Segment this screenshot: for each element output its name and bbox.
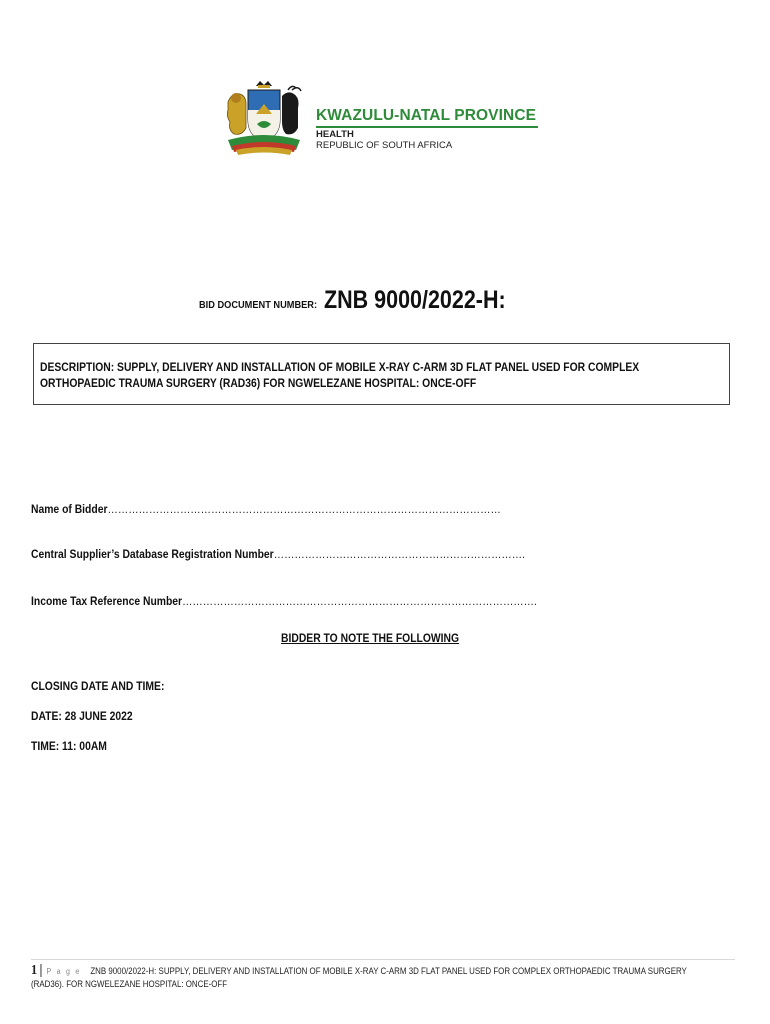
csd-number-field <box>31 549 525 561</box>
description-box <box>33 343 730 405</box>
description-line-1: DESCRIPTION: SUPPLY, DELIVERY AND INSTALLATION OF MOBILE X-RAY C-ARM 3D FLAT PANEL USED FOR COMPLEX <box>40 362 640 374</box>
tax-reference-blank: …………………………………………………………………………………………. <box>182 596 537 608</box>
closing-heading: CLOSING DATE AND TIME: <box>31 681 165 693</box>
csd-number-blank: ………………………………………………………………. <box>273 549 526 561</box>
page-number: 1 <box>31 963 38 978</box>
footer-text: ZNB 9000/2022-H: SUPPLY, DELIVERY AND INSTALLATION OF MOBILE X-RAY C-ARM 3D FLAT PANEL USED FOR COMPLEX ORTHOPAEDIC TRAUMA SURGERY (RAD36). FOR NGWELEZANE HOSPITAL: ONCE-OFF <box>31 966 687 989</box>
coat-of-arms-icon <box>222 80 306 156</box>
logo-province-name: KWAZULU-NATAL PROVINCE <box>316 107 537 124</box>
tax-reference-field <box>31 596 537 608</box>
description-line-2: ORTHOPAEDIC TRAUMA SURGERY (RAD36) FOR NGWELEZANE HOSPITAL: ONCE-OFF <box>40 378 477 390</box>
bidder-name-field <box>31 504 501 516</box>
page-word: P a g e <box>46 967 82 976</box>
logo-country: REPUBLIC OF SOUTH AFRICA <box>316 140 453 151</box>
page-footer <box>31 963 717 990</box>
bidder-name-blank: …………………………………………………………………………………………………… <box>107 504 501 516</box>
footer-divider <box>31 959 735 960</box>
tax-reference-label: Income Tax Reference Number <box>31 596 183 608</box>
kzn-health-logo <box>222 80 552 160</box>
bid-document-number <box>199 286 535 315</box>
closing-date: DATE: 28 JUNE 2022 <box>31 711 133 723</box>
bid-number-value: ZNB 9000/2022-H: <box>323 286 506 314</box>
description-text <box>40 360 724 392</box>
csd-number-label: Central Supplier’s Database Registration Number <box>31 549 274 561</box>
bidder-name-label: Name of Bidder <box>31 504 108 516</box>
closing-time: TIME: 11: 00AM <box>31 741 107 753</box>
logo-divider <box>316 126 538 128</box>
bidder-notice-heading: BIDDER TO NOTE THE FOLLOWING <box>281 633 460 645</box>
bid-number-label: BID DOCUMENT NUMBER: <box>199 299 318 311</box>
logo-department: HEALTH <box>316 129 354 140</box>
page-separator: | <box>39 961 43 977</box>
